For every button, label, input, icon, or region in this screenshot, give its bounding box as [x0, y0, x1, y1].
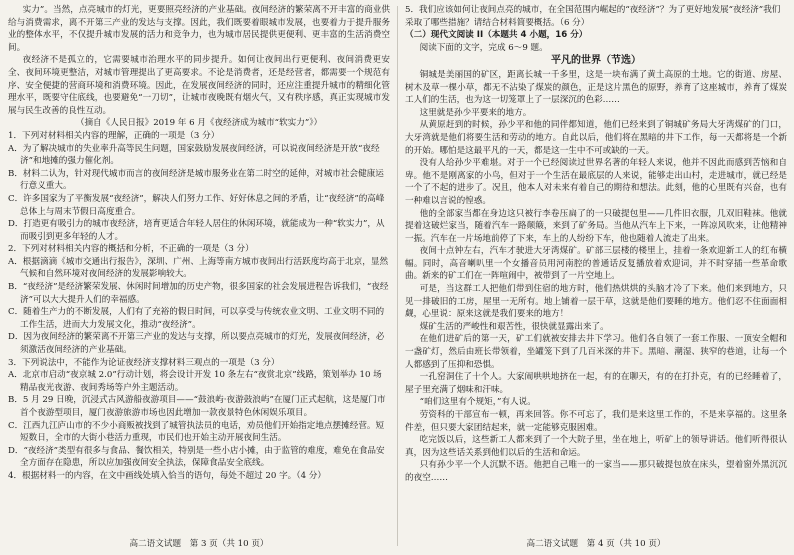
question-4 [8, 470, 390, 483]
reading-instruction: 阅读下面的文字，完成 6～9 题。 [419, 42, 548, 53]
page-divider [397, 6, 398, 546]
option-b: B．材料二认为，针对现代城市而言的夜间经济是城市服务业在第二时空的延伸，对城市社会健康运行意义重大。 [8, 168, 384, 192]
section-heading: （二）现代文阅读 II（本题共 4 小题，16 分） [405, 30, 588, 41]
option-b: B．5 月 29 日晚，沉浸式古风游船夜游项目——“鼓浪屿·夜游鼓浪屿”在厦门正式起航，这是厦门市首个夜游型项目，厦门夜游旅游市场也因此增加一款夜景特色休闲娱乐项目。 [8, 395, 386, 418]
option-d: D．“夜经济”类型有很多与食品、餐饮相关，特别是一些小店小摊，由于监管的难度，难免在食品安全方面存在隐患，所以应加强夜间安全执法，保障食品安全底线。 [8, 445, 385, 469]
option-a: A．为了解决城市的失业率升高等民生问题，国家鼓励发展夜间经济，可以说夜间经济是开放“夜经济”和地摊的强力催化剂。 [8, 143, 380, 167]
option-a: A．根据滴滴《城市交通出行报告》，深圳、广州、上海等南方城市夜间出行活跃度均高于北京，显然气候和自然环境对夜间经济的发展影响较大。 [8, 256, 389, 280]
question-2 [8, 243, 390, 356]
passage-title: 平凡的世界（节选） [551, 55, 641, 67]
passage-paragraph: 在他们进矿后的第一天，矿工们就被安排去井下学习。他们各自领了一套工作服、一顶安全帽和一盏矿灯，然后由班长带领着，坐罐笼下到了几百米深的井下。黑暗、潮湿、狭窄的巷道，让每一个人都感到了压抑和恐惧。 [405, 334, 787, 370]
passage-paragraph: 这里就是孙少平要来的地方。 [419, 107, 532, 118]
page-footer-right: 高二语文试题 第 4 页（共 10 页） [526, 539, 666, 549]
passage-paragraph: “咱们这里有个规矩，”有人说。 [419, 397, 536, 408]
right-page [405, 4, 787, 549]
option-a: A．北京市启动“夜京城 2.0”行动计划，将会设计开发 10 条左右“夜赏北京”线路，策划举办 10 场精品夜光夜游、夜间秀场等户外主题活动。 [8, 370, 382, 393]
passage-paragraph: 劳资科的干部宣布一顿，再来回答。你不可忘了，我们是来这里工作的，不是来享福的。这里条件差，但只要大家团结起来，就一定能够克服困难。 [405, 410, 787, 433]
option-b: B．“夜经济”是经济繁荣发展、休闲时间增加的历史产物，很多国家的社会发展进程告诉我们，“夜经济”可以大大提升人们的幸福感。 [8, 282, 389, 305]
passage-paragraph: 从黄原赶到的时候，孙少平和他的同伴都知道，他们已经来到了铜城矿务局大牙湾煤矿的门口，大牙湾就是他们将要生活和劳动的地方。自此以后，他们将在黑暗的井下工作，每一天都将是一个新的开始。哪怕是这最平凡的一天，都是这一生中不可或缺的一天。 [405, 120, 787, 156]
option-d: D．因为夜间经济的繁荣离不开第三产业的发达与支撑，所以要点亮城市的灯光，发展夜间经济，必须激活夜间经济的产业基础。 [8, 332, 385, 356]
question-stem: 4．根据材料一的内容，在文中画线处填入恰当的语句，每处不超过 20 字。（4 分） [8, 470, 326, 481]
question-3 [8, 357, 390, 470]
page-footer-left: 高二语文试题 第 3 页（共 10 页） [129, 539, 269, 549]
passage-paragraph: 他的全部家当都在身边这只被行李卷压扁了的一只破提包里——几件旧衣服，几双旧鞋袜。他就提着这破烂家当，随着汽车一路颠簸，来到了矿务局。当他从汽车上下来，一阵凉风吹来，让他精神一振。汽车在一片场地前停了下来，车上的人纷纷下车，他也随着人流走了出来。 [405, 208, 787, 244]
passage-paragraph: 一孔窑洞住了十个人。大家闹哄哄地挤在一起，有的在聊天，有的在打扑克，有的已经睡着了，屋子里充满了烟味和汗味。 [405, 372, 787, 395]
question-stem: 2．下列对材料相关内容的概括和分析，不正确的一项是（3 分） [8, 244, 254, 255]
passage-paragraph: 铜城是美丽国的矿区，距离长城一千多里，这是一块布满了黄土高原的土地。它的街道、房屋、树木及草一棵小草，都无不沾染了煤炭的颜色，正是这片黑色的原野，养育了这座城市，养育了煤炭工人们的生活，也为这一切笼罩上了一层深沉的色彩…… [405, 69, 787, 106]
passage-paragraph: 吃完饭以后，这些新工人都来到了一个大院子里，坐在地上，听矿上的领导讲话。他们听得很认真，因为这些话关系到他们以后的生活和命运。 [405, 435, 787, 458]
left-page [8, 4, 390, 549]
passage-paragraph: 夜间十点钟左右，汽车才驶进大牙湾煤矿。矿部三层楼的楼里上，挂着一条欢迎新工人的红布横幅。同时，高音喇叭里一个女播音员用河南腔的普通话反复播放着欢迎词，并不时穿插一些革命歌曲。新来的矿工们在一阵喧闹中，被带到了一片空地上。 [405, 246, 787, 282]
option-d: D．打造更有吸引力的城市夜经济，培育更适合年轻人居住的休闲环境，就能成为一种“软实力”，从而吸引到更多年轻的人才。 [8, 219, 385, 242]
passage-source: （摘自《人民日报》2019 年 6 月《夜经济成为城市“软实力”》） [75, 118, 323, 129]
question-stem: 1．下列对材料相关内容的理解，正确的一项是（3 分） [8, 130, 220, 141]
passage-paragraph: 可是，当这群工人把他们带到住宿的地方时，他们热烘烘的头脑才冷了下来。他们来到地方，只见一排破旧的工房，屋里一无所有。地上铺着一层干草，这就是他们要睡的地方。他们忍不住面面相觑，心里说：原来这就是我们要来的地方！ [405, 284, 787, 320]
question-stem: 3．下列说法中，不能作为论证夜经济支撑材料三观点的一项是（3 分） [8, 357, 280, 368]
option-c: C．许多国家为了平衡发展“夜经济”，解决人们努力工作、好好休息之间的矛盾，让“夜经济”的高峰总体上与周末节假日高度重合。 [8, 193, 385, 217]
passage-paragraph: 煤矿生活的严峻性和艰苦性，很快就显露出来了。 [419, 321, 609, 332]
option-c: C．随着生产力的不断发展，人们有了充裕的假日时间，可以享受与传统农业文明、工业文明不同的工作生活，进而大力发展文化，推动“夜经济”。 [8, 307, 385, 330]
passage-paragraph: 没有人给孙少平难堪。对于一个已经阅读过世界名著的年轻人来说，他并不因此而感到苦恼和自卑。他不是刚离家的小鸟，但对于一个生活在最底层的人来说，能够走出山村，走进城市，就已经是一个了不起的进步了。况且，他本人对未来有着自己的期待和想法。此刻，他的心里既有兴奋，也有一种难以言说的惶惑。 [405, 158, 787, 206]
option-c: C．江西九江庐山市的不少小商贩被找到了城管执法员的电话，劝员他们开始指定地点摆摊经营。短短数日，全市的大街小巷活力重现，市民们也开始主动开展夜间生活。 [8, 420, 385, 444]
question-5-stem: 5．我们应该如何让夜间点亮的城市，在全国范围内崛起的“夜经济”？为了更好地发展“夜经济”我们采取了哪些措施？请结合材料简要概括。（6 分） [405, 5, 781, 28]
passage-paragraph: 实力”。当然，点亮城市的灯光，更要照亮经济的产业基础。夜间经济的繁荣离不开丰富的商业供给与消费需求，离不开第三产业的发达与支撑。因此，我们既要着眼城市发展，也要着力于提升服务业的整体水平，不仅提升城市发展的活力和竞争力，也为城市居民提供更便利、更丰富的生活消费空间。 [8, 5, 390, 53]
passage-paragraph: 夜经济不是孤立的，它需要城市治理水平的同步提升。如何让夜间出行更便利、夜间消费更安全、夜间环境更整洁，对城市管理提出了更高要求。不论是消费者，还是经营者，都需要一个规范有序、安全便捷的营商环境和消费环境。因此，在发展夜间经济的同时，还应注重提升城市的精细化管理水平，既要守住底线，也要避免“一刀切”，让城市夜晚既有烟火气，又有秩序感，真正实现城市发展与民生改善的良性互动。 [8, 55, 390, 116]
passage-paragraph: 只有孙少平一个人沉默不语。他把自己唯一的一家当——那只破提包放在床头，望着窗外黑沉沉的夜空…… [405, 460, 787, 483]
question-1 [8, 130, 390, 243]
